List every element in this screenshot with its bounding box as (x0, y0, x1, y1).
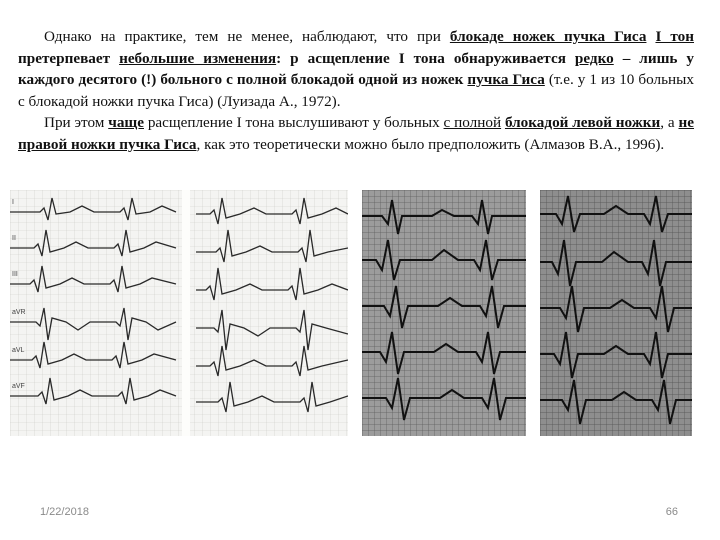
text-bold: : р асщепление I тона обнаруживается (276, 49, 575, 67)
ecg-right-a-svg (362, 190, 526, 436)
ecg-image-left (10, 190, 348, 436)
lead-label: III (12, 271, 18, 278)
ecg-left-svg (10, 190, 348, 436)
lead-label: aVF (12, 383, 25, 390)
figure-gap (526, 190, 540, 436)
text-span: Однако на практике, тем не менее, наблюдают, что при (44, 28, 450, 45)
emphasis-small-changes: небольшие изменения (119, 49, 277, 67)
text-span: , как это теоретически можно было предположить (Алмазов В.А., 1996). (196, 135, 665, 153)
slide-page-number: 66 (665, 506, 678, 518)
emphasis-more-often: чаще (108, 114, 144, 131)
slide-text (18, 26, 694, 155)
slide-date: 1/22/2018 (40, 506, 89, 518)
text-span: , а (660, 114, 679, 131)
emphasis-first-tone: I тон (655, 28, 694, 45)
emphasis-his-bundle: пучка Гиса (467, 71, 545, 88)
ecg-image-right-a (362, 190, 526, 436)
text-span: расщепление I тона выслушивают у больных (143, 114, 444, 131)
emphasis-complete: с полной (443, 114, 502, 131)
text-span: При этом (44, 114, 109, 131)
paragraph-1 (18, 26, 694, 112)
emphasis-not-right-branch: не правой ножки пучка Гиса (18, 114, 695, 153)
paragraph-2 (18, 112, 694, 155)
ecg-image-right-b (540, 190, 692, 436)
lead-label: aVR (12, 309, 26, 316)
emphasis-rarely: редко (574, 49, 614, 67)
emphasis-bundle-branch-block: блокаде ножек пучка Гиса (449, 28, 647, 45)
text-span: (т.е. у 1 из 10 больных с блокадой ножки пучка Гиса) (Луизада А., 1972). (18, 71, 694, 110)
ecg-right-b-svg (540, 190, 692, 436)
emphasis-left-branch-block: блокадой левой ножки (504, 114, 661, 131)
lead-label: II (12, 235, 16, 242)
lead-label: I (12, 199, 14, 206)
text-bold: претерпевает (18, 49, 120, 67)
text-bold: – лишь у каждого десятого (!) больного с полной блокадой одной из ножек (18, 49, 695, 88)
lead-label: aVL (12, 347, 25, 354)
